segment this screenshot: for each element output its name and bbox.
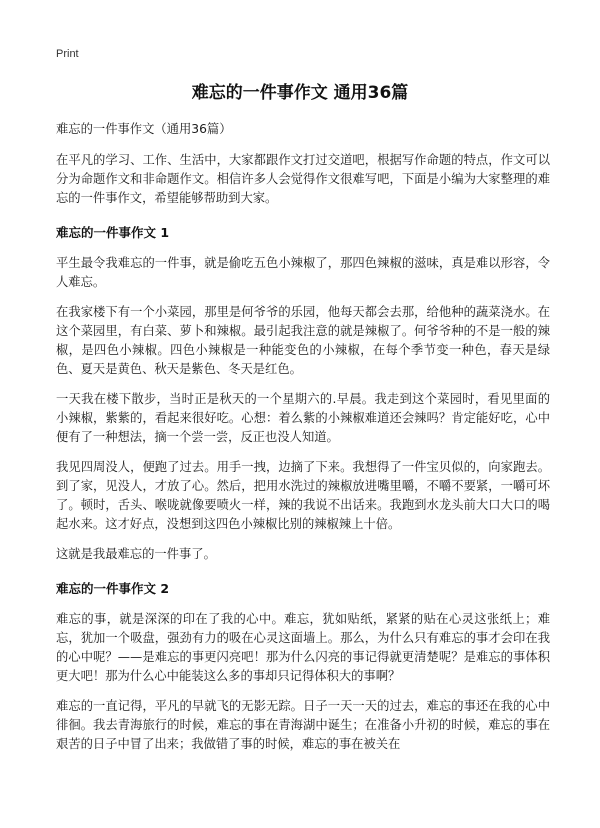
intro-paragraph: 在平凡的学习、工作、生活中，大家都跟作文打过交道吧，根据写作命题的特点，作文可以分为命题作文和非命题作文。相信许多人会觉得作文很难写吧，下面是小编为大家整理的难忘的一件事作文，希望能够帮助到大家。	[56, 153, 550, 205]
paragraph: 平生最令我难忘的一件事，就是偷吃五色小辣椒了，那四色辣椒的滋味，真是难以形容，令人难忘。	[56, 256, 550, 289]
article-body	[56, 120, 550, 765]
section-heading-1: 难忘的一件事作文 1	[56, 225, 170, 240]
article-subtitle: 难忘的一件事作文（通用36篇）	[56, 122, 232, 136]
print-link[interactable]: Print	[56, 48, 79, 60]
paragraph: 难忘的一直记得，平凡的早就飞的无影无踪。日子一天一天的过去，难忘的事还在我的心中徘徊。我去青海旅行的时候，难忘的事在青海湖中诞生；在准备小升初的时候，难忘的事在艰苦的日子中冒了出来；我做错了事的时候，难忘的事在被关在	[56, 699, 550, 751]
page-title: 难忘的一件事作文 通用36篇	[191, 83, 409, 103]
paragraph: 在我家楼下有一个小菜园，那里是何爷爷的乐园，他每天都会去那，给他种的蔬菜浇水。在这个菜园里，有白菜、萝卜和辣椒。最引起我注意的就是辣椒了。何爷爷种的不是一般的辣椒，是四色小辣椒。四色小辣椒是一种能变色的小辣椒，在每个季节变一种色，春天是绿色、夏天是黄色、秋天是紫色、冬天是红色。	[56, 305, 550, 376]
paragraph: 一天我在楼下散步，当时正是秋天的一个星期六的.早晨。我走到这个菜园时，看见里面的小辣椒，紫紫的，看起来很好吃。心想：着么紫的小辣椒难道还会辣吗？肯定能好吃，心中便有了一种想法，摘一个尝一尝，反正也没人知道。	[56, 392, 550, 444]
paragraph: 这就是我最难忘的一件事了。	[56, 547, 216, 561]
paragraph: 我见四周没人，便跑了过去。用手一拽，边摘了下来。我想得了一件宝贝似的，向家跑去。到了家，见没人，才放了心。然后，把用水洗过的辣椒放进嘴里嚼，不嚼不要紧，一嚼可坏了。顿时，舌头、喉咙就像要喷火一样，辣的我说不出话来。我跑到水龙头前大口大口的喝起水来。这才好点，没想到这四色小辣椒比别的辣椒辣上十倍。	[56, 460, 550, 531]
section-heading-2: 难忘的一件事作文 2	[56, 581, 170, 596]
paragraph: 难忘的事，就是深深的印在了我的心中。难忘，犹如贴纸，紧紧的贴在心灵这张纸上；难忘，犹加一个吸盘，强劲有力的吸在心灵这面墙上。那么，为什么只有难忘的事才会印在我的心中呢？——是难忘的事更闪亮吧！那为什么闪亮的事记得就更清楚呢？是难忘的事体积更大吧！那为什么心中能装这么多的事却只记得体积大的事啊？	[56, 612, 550, 683]
